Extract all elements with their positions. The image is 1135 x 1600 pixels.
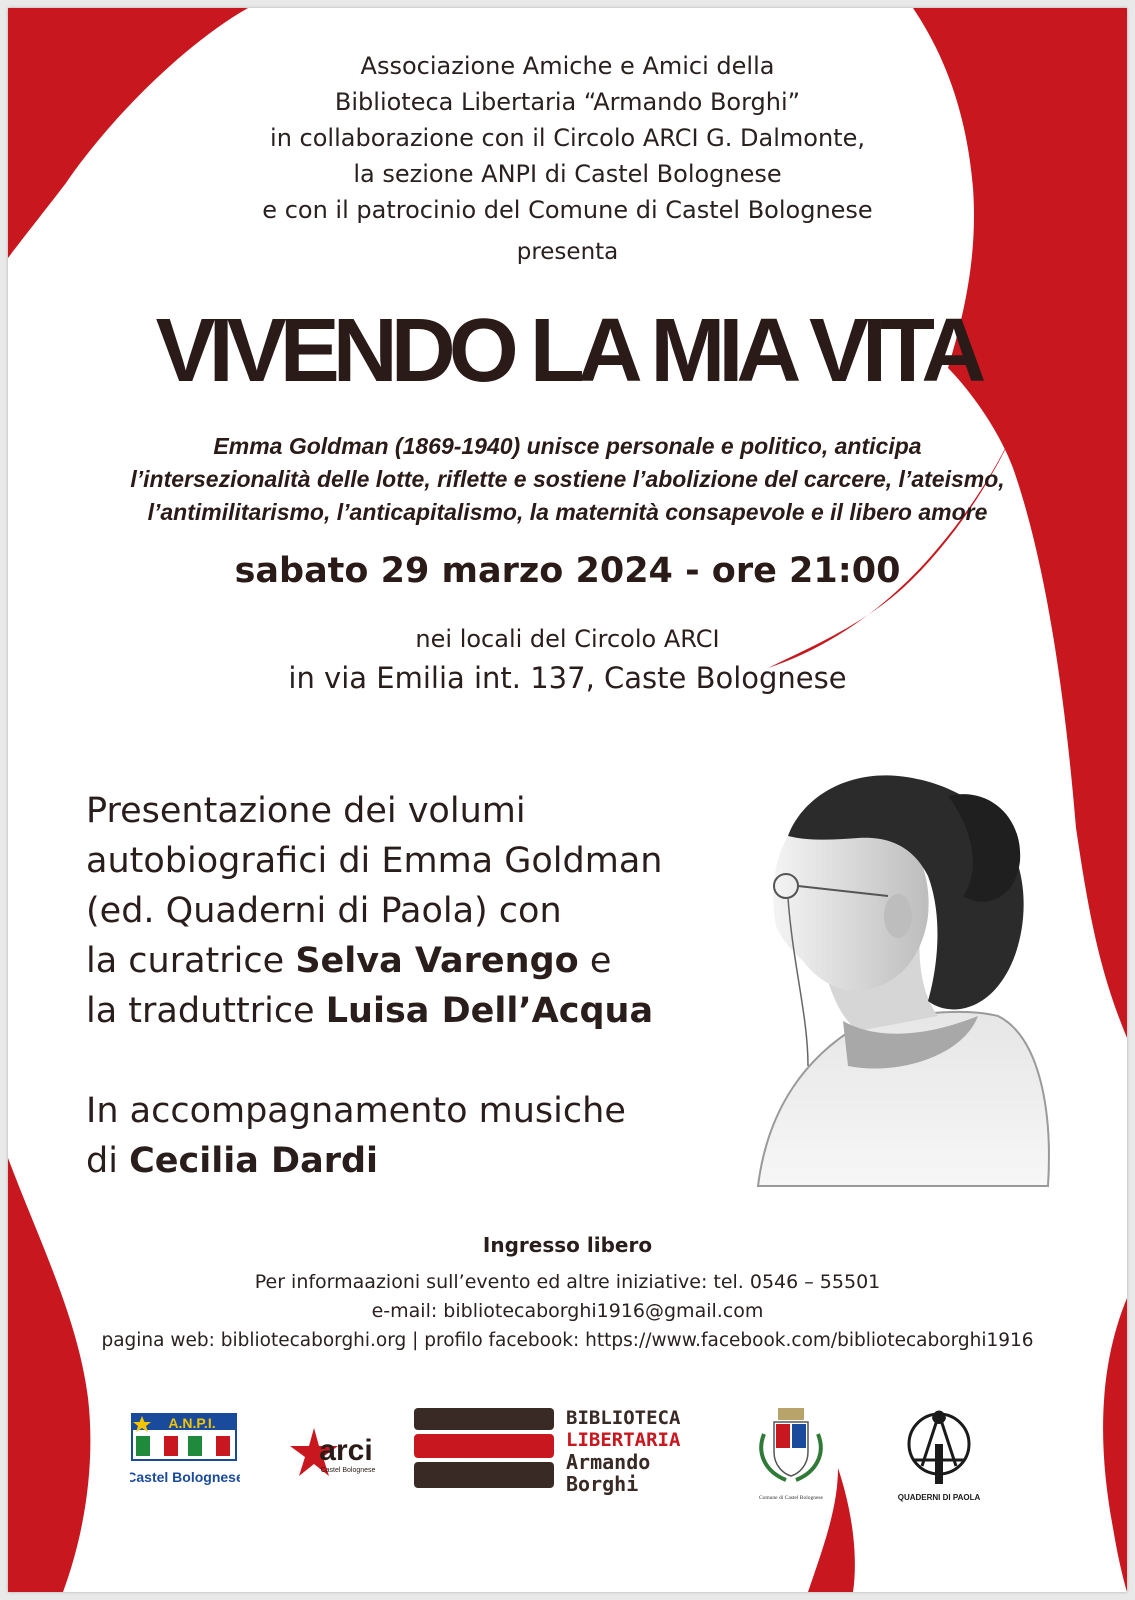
comune-castel-bolognese-crest (746, 1404, 836, 1504)
organizer-line: Biblioteca Libertaria “Armando Borghi” (334, 88, 801, 116)
biblioteca-libertaria-logo (410, 1402, 720, 1502)
info-email[interactable]: e-mail: bibliotecaborghi1916@gmail.com (371, 1300, 764, 1322)
biblioteca-line2: LIBERTARIA (566, 1429, 681, 1451)
info-web[interactable]: pagina web: bibliotecaborghi.org | profilo facebook: https://www.facebook.com/bibliotecaborghi1916 (101, 1330, 1034, 1351)
anpi-name: A.N.P.I. (168, 1415, 216, 1431)
event-date: sabato 29 marzo 2024 - ore 21:00 (234, 551, 901, 591)
anpi-emblem (130, 1412, 240, 1492)
anpi-logo (130, 1412, 240, 1492)
subtitle-line: Emma Goldman (1869-1940) unisce personale e politico, anticipa (213, 433, 922, 459)
biblioteca-line1: BIBLIOTECA (566, 1407, 681, 1429)
biblioteca-line4: Borghi (566, 1472, 639, 1496)
description-line: (ed. Quaderni di Paola) con (86, 891, 562, 931)
arci-name: arci (319, 1434, 373, 1467)
translator-name: Luisa Dell’Acqua (325, 991, 654, 1031)
organizer-line: in collaborazione con il Circolo ARCI G. Dalmonte, (270, 124, 865, 152)
music-line (86, 1136, 726, 1186)
spacer (86, 1036, 726, 1086)
arci-emblem (286, 1420, 396, 1490)
organizer-line: Associazione Amiche e Amici della (360, 52, 775, 80)
comune-name: Comune di Castel Bolognese (758, 1495, 824, 1501)
event-description (86, 786, 726, 1186)
emma-goldman-portrait (748, 766, 1058, 1196)
presenta-label: presenta (516, 239, 619, 265)
biblioteca-line3: Armando (566, 1450, 651, 1474)
venue-line-2: in via Emilia int. 137, Caste Bolognese (288, 661, 847, 695)
curator-suffix: e (578, 941, 612, 981)
description-line: autobiografici di Emma Goldman (86, 841, 663, 881)
musician-name: Cecilia Dardi (129, 1141, 379, 1181)
info-phone: Per informaazioni sull’evento ed altre iniziative: tel. 0546 – 55501 (254, 1271, 881, 1293)
curator-name: Selva Varengo (295, 941, 579, 981)
event-title: VIVENDO LA MIA VITA (155, 301, 980, 401)
venue-line-1: nei locali del Circolo ARCI (415, 625, 720, 653)
quaderni-name: QUADERNI DI PAOLA (897, 1493, 981, 1502)
musician-prefix: di (86, 1141, 130, 1181)
quaderni-di-paola-logo (894, 1404, 984, 1506)
entry-notice: Ingresso libero (482, 1233, 653, 1257)
subtitle-line: l’intersezionalità delle lotte, riflette e sostiene l’abolizione del carcere, l’ateismo, (130, 466, 1005, 492)
music-line: In accompagnamento musiche (86, 1091, 626, 1131)
anpi-place: Castel Bolognese (130, 1469, 240, 1485)
subtitle-line: l’antimilitarismo, l’anticapitalismo, la maternità consapevole e il libero amore (147, 499, 988, 525)
comune-emblem (746, 1404, 836, 1504)
organizer-line: e con il patrocinio del Comune di Castel Bolognese (262, 196, 873, 224)
poster (8, 8, 1127, 1592)
biblioteca-emblem (410, 1402, 720, 1502)
organizer-line: la sezione ANPI di Castel Bolognese (353, 160, 782, 188)
translator-prefix: la traduttrice (86, 991, 326, 1031)
curator-prefix: la curatrice (86, 941, 296, 981)
description-line (86, 986, 726, 1036)
arci-logo (286, 1420, 396, 1490)
description-line: Presentazione dei volumi (86, 791, 526, 831)
arci-place: Castel Bolognese (320, 1467, 376, 1474)
quaderni-emblem (894, 1404, 984, 1506)
description-line (86, 936, 726, 986)
